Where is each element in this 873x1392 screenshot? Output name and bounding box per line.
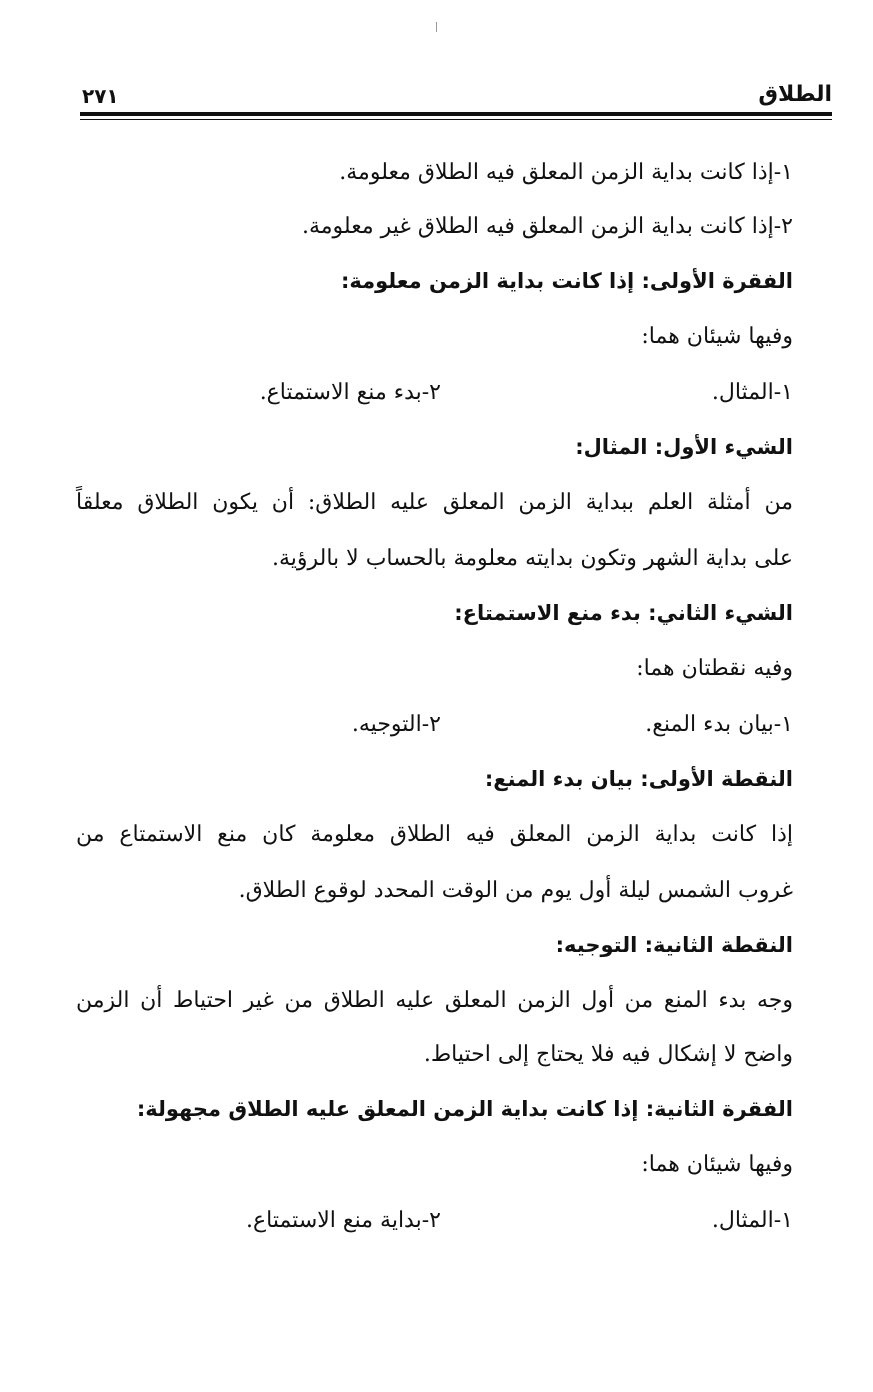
list-item-start-prohibition: ٢-بدء منع الاستمتاع. — [259, 380, 441, 405]
list-item-statement: ١-بيان بدء المنع. — [645, 712, 793, 737]
paragraph-line: وجه بدء المنع من أول الزمن المعلق عليه الطلاق من غير احتياط أن الزمن — [76, 988, 793, 1013]
section-heading-first-paragraph: الفقرة الأولى: إذا كانت بداية الزمن معلومة: — [340, 269, 793, 293]
list-item-example: ١-المثال. — [711, 380, 793, 405]
header-rule-thin — [80, 119, 832, 120]
page-number: ٢٧١ — [82, 84, 119, 108]
paragraph-line: على بداية الشهر وتكون بدايته معلومة بالحساب لا بالرؤية. — [271, 546, 793, 571]
subheading-first-point: النقطة الأولى: بيان بدء المنع: — [484, 767, 793, 791]
paragraph-line: غروب الشمس ليلة أول يوم من الوقت المحدد لوقوع الطلاق. — [238, 878, 793, 903]
list-item-1: ١-إذا كانت بداية الزمن المعلق فيه الطلاق معلومة. — [339, 160, 793, 185]
section-heading-second-paragraph: الفقرة الثانية: إذا كانت بداية الزمن المعلق عليه الطلاق مجهولة: — [136, 1097, 793, 1121]
subheading-second-point: النقطة الثانية: التوجيه: — [555, 933, 793, 957]
paragraph-line: إذا كانت بداية الزمن المعلق فيه الطلاق معلومة كان منع الاستمتاع من — [76, 822, 793, 847]
subheading-second-thing: الشيء الثاني: بدء منع الاستمتاع: — [454, 601, 793, 625]
scan-mark — [436, 22, 437, 32]
header-rule-thick — [80, 112, 832, 116]
list-item-example: ١-المثال. — [711, 1208, 793, 1233]
page-header — [80, 82, 832, 112]
list-item-start-prohibition: ٢-بداية منع الاستمتاع. — [246, 1208, 441, 1233]
list-item-2: ٢-إذا كانت بداية الزمن المعلق فيه الطلاق غير معلومة. — [301, 214, 793, 239]
intro-text: وفيه نقطتان هما: — [636, 656, 793, 681]
paragraph-line: واضح لا إشكال فيه فلا يحتاج إلى احتياط. — [423, 1042, 793, 1067]
running-title: الطلاق — [758, 82, 832, 107]
intro-text: وفيها شيئان هما: — [641, 324, 793, 349]
list-item-justification: ٢-التوجيه. — [351, 712, 441, 737]
paragraph-line: من أمثلة العلم ببداية الزمن المعلق عليه الطلاق: أن يكون الطلاق معلقاً — [76, 490, 793, 515]
intro-text: وفيها شيئان هما: — [641, 1152, 793, 1177]
subheading-first-thing: الشيء الأول: المثال: — [575, 435, 793, 459]
